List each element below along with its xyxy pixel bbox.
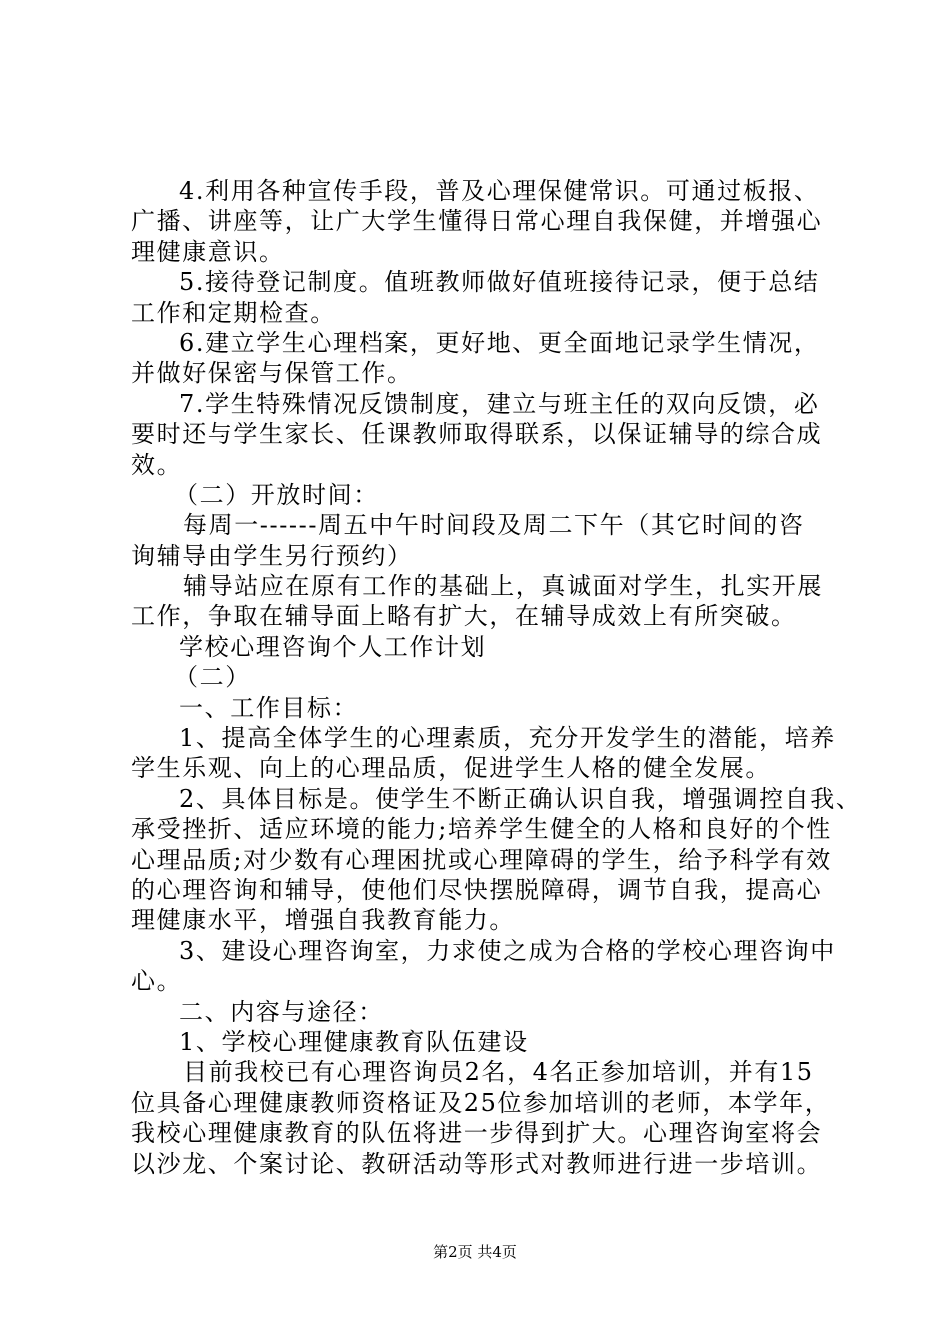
text-line: 工作，争取在辅导面上略有扩大，在辅导成效上有所突破。	[131, 602, 797, 631]
text-line: 心理品质;对少数有心理困扰或心理障碍的学生，给予科学有效	[131, 845, 832, 874]
text-line: （二）开放时间：	[174, 480, 379, 509]
text-line: 并做好保密与保管工作。	[131, 359, 413, 388]
text-line: 二、内容与途径：	[179, 997, 384, 1026]
text-line: 4.利用各种宣传手段，普及心理保健常识。可通过板报、	[179, 177, 820, 205]
text-line: 工作和定期检查。	[131, 298, 336, 327]
text-line: 5.接待登记制度。值班教师做好值班接待记录，便于总结	[179, 268, 820, 297]
text-line: 我校心理健康教育的队伍将进一步得到扩大。心理咨询室将会	[131, 1119, 823, 1148]
text-line: 7.学生特殊情况反馈制度，建立与班主任的双向反馈，必	[179, 389, 820, 418]
text-line: 询辅导由学生另行预约）	[131, 541, 413, 570]
text-line: 学生乐观、向上的心理品质，促进学生人格的健全发展。	[131, 754, 771, 783]
text-line: 3、建设心理咨询室，力求使之成为合格的学校心理咨询中	[179, 936, 836, 965]
document-body	[131, 176, 862, 1179]
text-line: 的心理咨询和辅导，使他们尽快摆脱障碍，调节自我，提高心	[131, 875, 823, 904]
text-line: 要时还与学生家长、任课教师取得联系，以保证辅导的综合成	[131, 420, 823, 449]
text-line: 辅导站应在原有工作的基础上，真诚面对学生，扎实开展	[183, 572, 823, 601]
page-number-footer: 第2页 共4页	[433, 1243, 517, 1261]
text-line: 位具备心理健康教师资格证及25位参加培训的老师，本学年，	[131, 1088, 831, 1117]
text-line: 理健康意识。	[131, 237, 285, 266]
text-line: 理健康水平，增强自我教育能力。	[131, 906, 515, 935]
text-line: 6.建立学生心理档案，更好地、更全面地记录学生情况，	[179, 328, 820, 357]
text-line: 心。	[131, 967, 183, 996]
text-line: 2、具体目标是。使学生不断正确认识自我，增强调控自我、	[179, 784, 862, 813]
text-line: （二）	[174, 663, 251, 692]
text-line: 以沙龙、个案讨论、教研活动等形式对教师进行进一步培训。	[131, 1149, 823, 1178]
text-line: 1、提高全体学生的心理素质，充分开发学生的潜能，培养	[179, 724, 836, 753]
text-line: 效。	[131, 450, 183, 479]
text-line: 一、工作目标：	[179, 693, 359, 722]
text-line: 每周一------周五中午时间段及周二下午（其它时间的咨	[183, 511, 805, 540]
text-line: 学校心理咨询个人工作计划	[179, 632, 487, 661]
text-line: 目前我校已有心理咨询员2名，4名正参加培训，并有15	[183, 1058, 814, 1087]
text-line: 承受挫折、适应环境的能力;培养学生健全的人格和良好的个性	[131, 815, 832, 844]
text-line: 1、学校心理健康教育队伍建设	[179, 1027, 529, 1056]
text-line: 广播、讲座等，让广大学生懂得日常心理自我保健，并增强心	[131, 207, 823, 236]
